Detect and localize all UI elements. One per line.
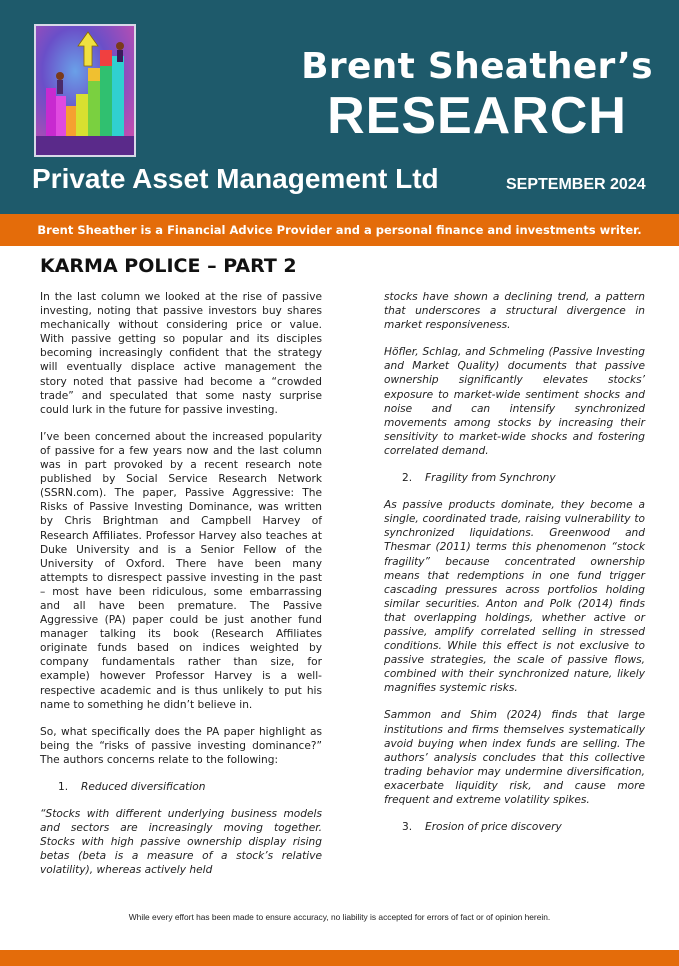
- paragraph: In the last column we looked at the rise of passive investing, noting that passive investors buy shares mechanically without considering price or value. With passive getting so popular and its disciples becoming increasingly confident that the strategy will eventually displace active management the story noted that passive had become a “crowded trade” and speculated that some nasty surprise could lurk in the future for passive investing.: [40, 291, 322, 416]
- article-title: KARMA POLICE – PART 2: [40, 255, 297, 277]
- logo-illustration: [34, 24, 136, 157]
- disclaimer: While every effort has been made to ensure accuracy, no liability is accepted for errors of fact or of opinion herein.: [128, 912, 551, 922]
- numbered-heading: [402, 471, 645, 485]
- paragraph: I’ve been concerned about the increased popularity of passive for a few years now and the last column was in part provoked by a recent research note published by Social Service Research Network (SSRN.com). The paper, Passive Aggressive: The Risks of Passive Investing Dominance, was written by Chris Brightman and Campbell Harvey of Research Affiliates. Professor Harvey also teaches at Duke University and is a Senior Fellow of the University of Oxford. There have been many attempts to disrespect passive investing in the past – most have been ridiculous, some embarrassing and all have been premature. The Passive Aggressive (PA) paper could be just another fund manager talking its book (Research Affiliates originate funds based on indices weighted by company fundamentals rather than size, for example) however Professor Harvey is a well-respective academic and is thus unlikely to put his name to something he didn’t believe in.: [40, 430, 322, 711]
- masthead: [0, 0, 679, 214]
- quote-paragraph: stocks have shown a declining trend, a pattern that underscores a structural divergence in market responsiveness.: [384, 291, 645, 332]
- list-number: 3.: [402, 821, 413, 834]
- numbered-heading: [58, 780, 322, 794]
- list-heading-text: Erosion of price discovery: [425, 821, 562, 834]
- quote-paragraph: As passive products dominate, they become a single, coordinated trade, raising vulnerability to synchronized liquidations. Greenwood and Thesmar (2011) terms this phenomenon “stock fragility” because concentrated ownership means that redemptions in one fund trigger cascading pressures across portfolios holding similar securities. Anton and Polk (2014) finds that overlapping holdings, whether active or passive, amplify correlated selling in stressed conditions. While this effect is not exclusive to passive strategies, the scale of passive flows, combined with their synchronized nature, likely magnifies systemic risks.: [384, 499, 645, 695]
- list-number: 2.: [402, 472, 413, 485]
- list-heading-text: Reduced diversification: [81, 781, 206, 793]
- brand-name: Brent Sheather’s: [301, 46, 653, 87]
- quote-paragraph: Höfler, Schlag, and Schmeling (Passive Investing and Market Quality) documents that passive ownership significantly elevates stocks’ exposure to market-wide sentiment shocks and noise and can intensify synchronized movements among stocks by increasing their sensitivity to market-wide shocks and fostering correlated demand.: [384, 346, 645, 457]
- article-column-left: [40, 290, 322, 891]
- issue-date: SEPTEMBER 2024: [506, 176, 646, 193]
- brand-title: RESEARCH: [327, 87, 627, 145]
- quote-paragraph: Sammon and Shim (2024) finds that large institutions and firms themselves systematically avoid buying when index funds are selling. The authors’ analysis concludes that this collective trading behavior may undermine diversification, exacerbate liquidity risk, and cause more frequent and extreme volatility spikes.: [384, 709, 645, 806]
- list-number: 1.: [58, 781, 69, 793]
- numbered-heading: [402, 820, 645, 834]
- author-banner: [0, 214, 679, 246]
- quote-paragraph: “Stocks with different underlying business models and sectors are increasingly moving together. Stocks with high passive ownership display rising betas (beta is a measure of a stock’s relative volatility), whereas actively held: [40, 808, 322, 877]
- article-column-right: [384, 290, 645, 847]
- list-heading-text: Fragility from Synchrony: [425, 472, 556, 485]
- paragraph: So, what specifically does the PA paper highlight as being the “risks of passive investing dominance?” The authors concerns relate to the following:: [40, 725, 322, 766]
- author-banner-text: Brent Sheather is a Financial Advice Provider and a personal finance and investments writer.: [37, 223, 642, 237]
- company-name: Private Asset Management Ltd: [32, 163, 439, 194]
- footer-band: [0, 950, 679, 966]
